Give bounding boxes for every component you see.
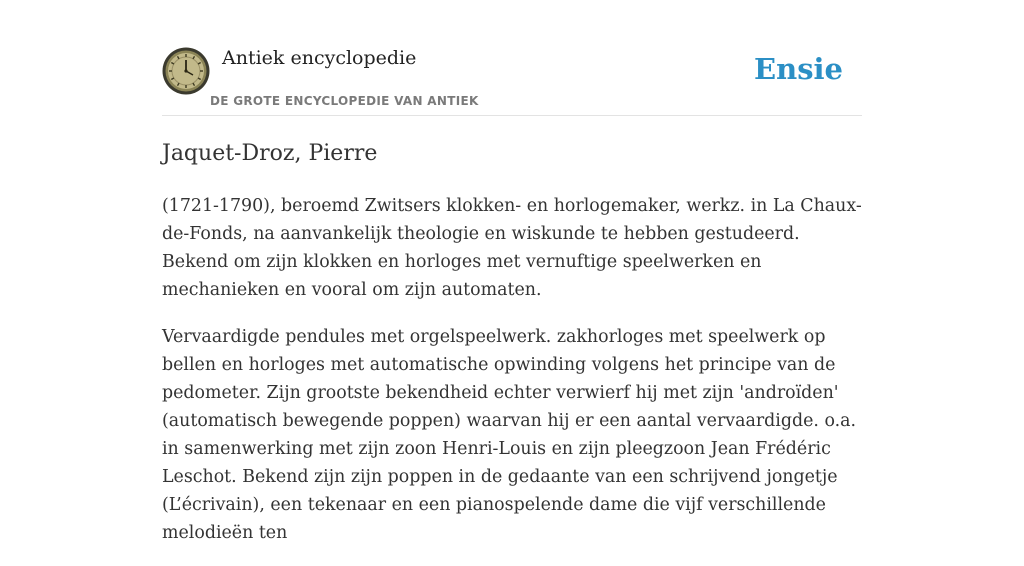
site-tagline: DE GROTE ENCYCLOPEDIE VAN ANTIEK — [210, 94, 479, 108]
site-name[interactable]: Antiek encyclopedie — [222, 47, 417, 69]
article-paragraph: (1721-1790), beroemd Zwitsers klokken- en horlogemaker, werkz. in La Chaux-de-Fonds, na aanvankelijk theologie en wiskunde te hebben gestudeerd. Bekend om zijn klokken en horloges met vernuftige speelwerken en mechanieken en vooral om zijn automaten. — [162, 196, 862, 300]
antique-clock-icon[interactable] — [162, 47, 210, 95]
ensie-logo-link[interactable]: Ensie — [754, 52, 843, 86]
page-title: Jaquet-Droz, Pierre — [162, 141, 378, 166]
article-body — [162, 192, 862, 566]
page — [162, 0, 862, 543]
site-header — [162, 0, 862, 116]
article-paragraph: Vervaardigde pendules met orgelspeelwerk. zakhorloges met speelwerk op bellen en horloges met automatische opwinding volgens het principe van de pedometer. Zijn grootste bekendheid echter verwierf hij met zijn 'androïden' (automatisch bewegende poppen) waarvan hij er een aantal vervaardigde. o.a. in samenwerking met zijn zoon Henri-Louis en zijn pleegzoon Jean Frédéric Leschot. Bekend zijn zijn poppen in de gedaante van een schrijvend jongetje (L’écrivain), een tekenaar en een pianospelende dame die vijf verschillende melodieën ten — [162, 327, 857, 543]
